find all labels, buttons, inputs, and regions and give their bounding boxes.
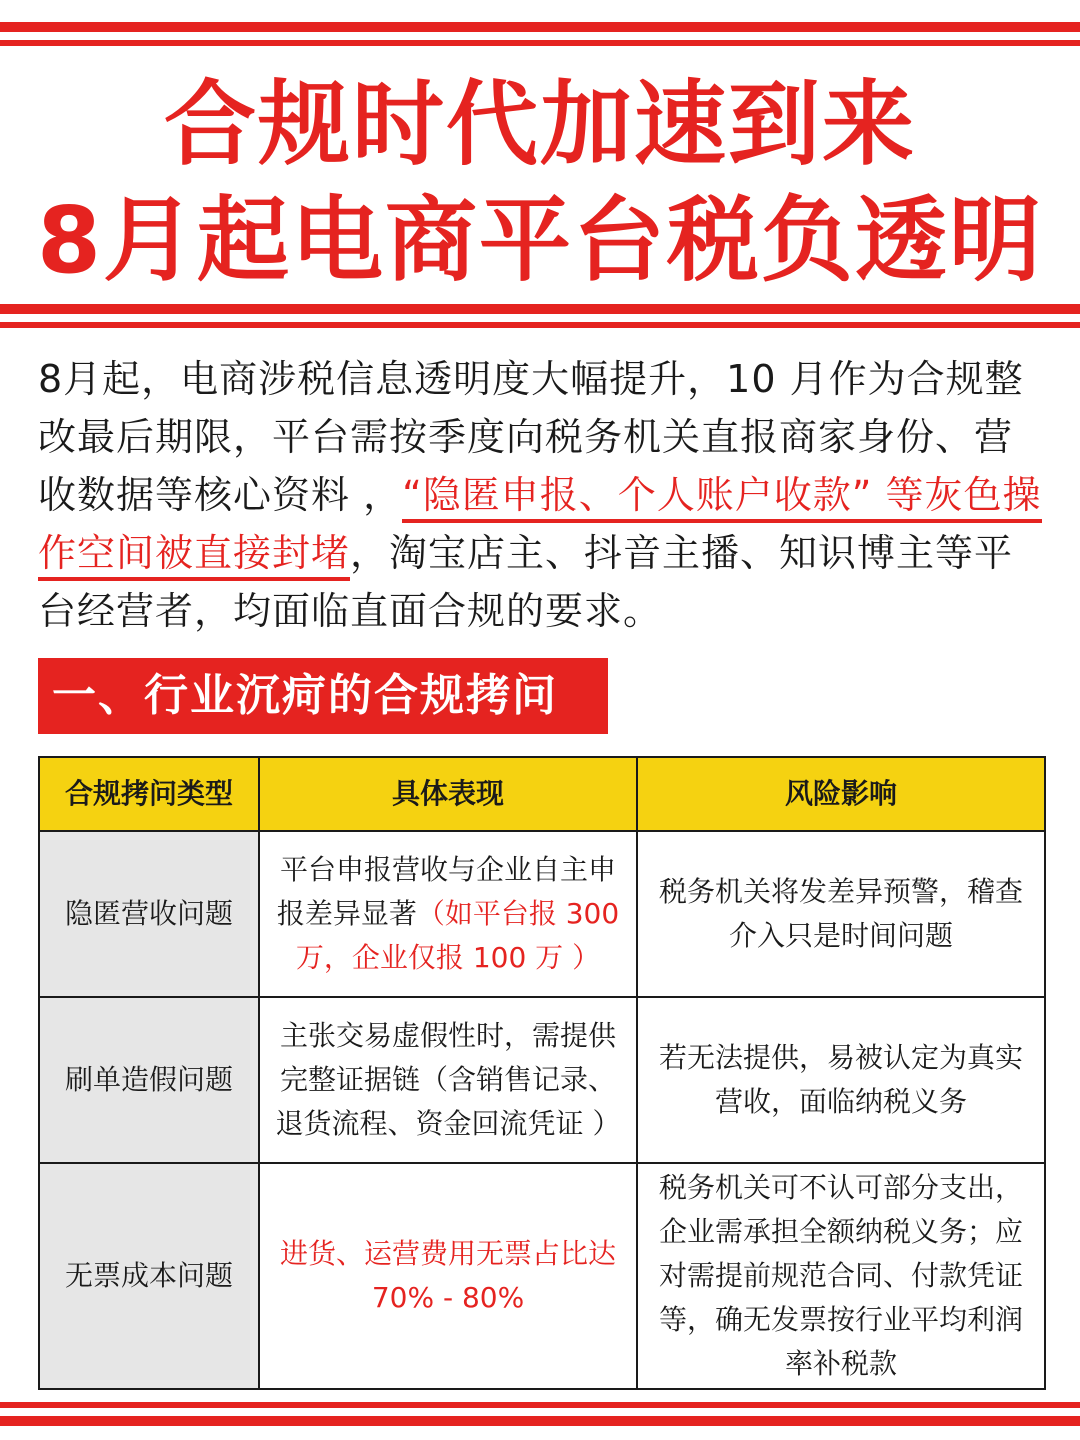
intro-text-part1: 8月起，电商涉税信息透明度大幅提升，10 月作为合规整改最后期限，平台需按季度向税务机关直报商家身份、营收数据等核心资料 ， bbox=[38, 357, 1024, 517]
table-header-row bbox=[39, 757, 1045, 831]
type-cell: 隐匿营收问题 bbox=[39, 831, 259, 997]
compliance-table bbox=[38, 756, 1046, 1390]
title-rule-thin bbox=[0, 322, 1080, 328]
bottom-rule-thick bbox=[0, 1416, 1080, 1426]
column-header-type: 合规拷问类型 bbox=[39, 757, 259, 831]
table-row bbox=[39, 831, 1045, 997]
risk-cell: 税务机关可不认可部分支出，企业需承担全额纳税义务；应对需提前规范合同、付款凭证等，确无发票按行业平均利润率补税款 bbox=[637, 1163, 1045, 1389]
risk-cell: 若无法提供，易被认定为真实营收，面临纳税义务 bbox=[637, 997, 1045, 1163]
top-rule-thick bbox=[0, 22, 1080, 32]
page-title-line-2: 8月起电商平台税负透明 bbox=[36, 187, 1043, 294]
type-cell: 无票成本问题 bbox=[39, 1163, 259, 1389]
risk-cell: 税务机关将发差异预警，稽查介入只是时间问题 bbox=[637, 831, 1045, 997]
table-row bbox=[39, 1163, 1045, 1389]
intro-paragraph bbox=[38, 350, 1042, 640]
detail-text: 主张交易虚假性时，需提供完整证据链（含销售记录、退货流程、资金回流凭证 ） bbox=[275, 1019, 621, 1140]
top-rule-thin bbox=[0, 40, 1080, 46]
page-title-line-1: 合规时代加速到来 bbox=[163, 71, 916, 178]
column-header-risk: 风险影响 bbox=[637, 757, 1045, 831]
detail-text: 平台申报营收与企业自主申报差异显著 bbox=[276, 853, 616, 930]
detail-red-text: （如平台报 300 万，企业仅报 100 万 ） bbox=[295, 897, 620, 974]
detail-cell bbox=[259, 1163, 637, 1389]
section-heading: 一、行业沉疴的合规拷问 bbox=[38, 658, 608, 734]
detail-red-text: 进货、运营费用无票占比达 70% - 80% bbox=[279, 1237, 616, 1314]
detail-cell bbox=[259, 997, 637, 1163]
detail-cell bbox=[259, 831, 637, 997]
column-header-detail: 具体表现 bbox=[259, 757, 637, 831]
table-row bbox=[39, 997, 1045, 1163]
bottom-rule-thin bbox=[0, 1402, 1080, 1408]
title-rule-thick bbox=[0, 304, 1080, 314]
type-cell: 刷单造假问题 bbox=[39, 997, 259, 1163]
intro-text-part2: ，淘宝店主、抖音主播、知识博主等平台经营者，均面临直面合规的要求。 bbox=[38, 531, 1014, 633]
intro-highlight: “隐匿申报、个人账户收款” 等灰色操作空间被直接封堵 bbox=[38, 473, 1042, 581]
